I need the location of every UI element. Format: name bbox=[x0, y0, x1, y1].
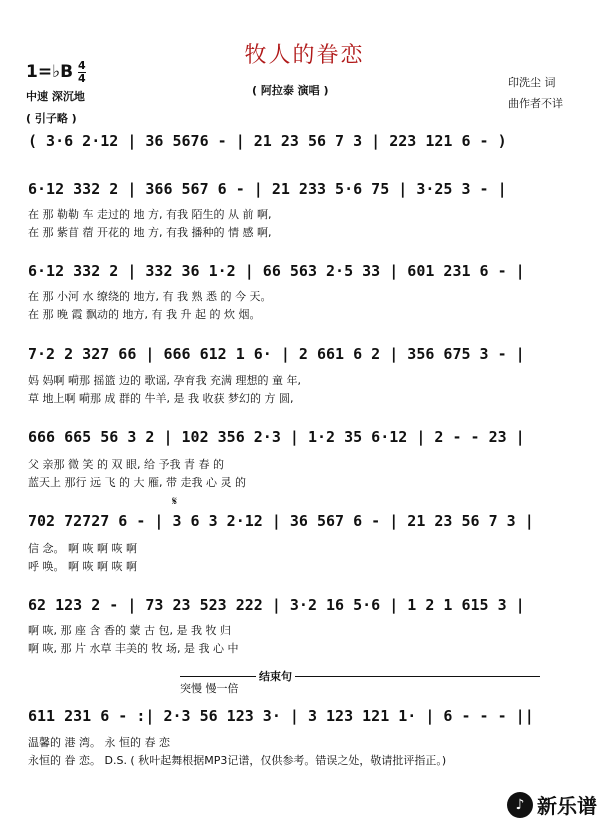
score-row-3: 6·12 332 2 | 332 36 1·2 | 66 563 2·5 33 | 601 231 6 - | bbox=[28, 262, 525, 280]
lyric-row-5a: 父 亲那 微 笑 的 双 眼, 给 予我 青 春 的 bbox=[28, 458, 224, 471]
lyric-row-2a: 在 那 勒勒 车 走过的 地 方, 有我 陌生的 从 前 啊, bbox=[28, 208, 272, 221]
lyric-row-7b: 啊 咴, 那 片 水草 丰美的 牧 场, 是 我 心 中 bbox=[28, 642, 239, 655]
lyric-row-7a: 啊 咴, 那 座 含 香的 蒙 古 包, 是 我 牧 归 bbox=[28, 624, 231, 637]
lyric-row-6b: 呼 唤。 啊 咴 啊 咴 啊 bbox=[28, 560, 137, 573]
composer-credit: 曲作者不详 bbox=[508, 97, 563, 110]
lyric-row-3a: 在 那 小河 水 缭绕的 地方, 有 我 熟 悉 的 今 天。 bbox=[28, 290, 272, 303]
ending-bracket-line bbox=[180, 676, 540, 677]
tempo-change: 突慢 慢一倍 bbox=[180, 682, 239, 695]
score-row-5: 666 665 56 3 2 | 102 356 2·3 | 1·2 35 6·12 | 2 - - 23 | bbox=[28, 428, 525, 446]
lyric-row-2b: 在 那 紫苜 蓿 开花的 地 方, 有我 播种的 情 感 啊, bbox=[28, 226, 272, 239]
time-signature bbox=[78, 60, 86, 85]
score-row-7: 62 123 2 - | 73 23 523 222 | 3·2 16 5·6 | 1 2 1 615 3 | bbox=[28, 596, 525, 614]
score-row-6: 702 72727 6 - | 3 6 3 2·12 | 36 567 6 - | 21 23 56 7 3 | bbox=[28, 512, 534, 530]
lyric-row-8a: 温馨的 港 湾。 永 恒的 春 恋 bbox=[28, 736, 170, 749]
segno-icon: 𝄋 bbox=[172, 494, 178, 508]
key-signature: 1=♭B bbox=[26, 62, 74, 82]
lyricist-credit: 印洗尘 词 bbox=[508, 76, 556, 89]
lyric-row-4a: 妈 妈啊 嗬那 摇篮 边的 歌谣, 孕育我 充满 理想的 童 年, bbox=[28, 374, 301, 387]
ending-label: 结束句 bbox=[256, 668, 295, 684]
tempo-mark: 中速 深沉地 bbox=[26, 90, 85, 103]
lyric-row-6a: 信 念。 啊 咴 啊 咴 啊 bbox=[28, 542, 137, 555]
site-logo bbox=[507, 790, 597, 819]
lyric-row-5b: 蓝天上 那行 远 飞 的 大 雁, 带 走我 心 灵 的 bbox=[28, 476, 246, 489]
singer-credit: ( 阿拉泰 演唱 ) bbox=[252, 84, 329, 97]
music-note-icon: ♪ bbox=[507, 792, 533, 818]
score-row-1: ( 3·6 2·12 | 36 5676 - | 21 23 56 7 3 | 223 121 6 - ) bbox=[28, 132, 507, 150]
page-title: 牧人的眷恋 bbox=[244, 43, 365, 68]
lyric-row-4b: 草 地上啊 嗬那 成 群的 牛羊, 是 我 收获 梦幻的 方 圆, bbox=[28, 392, 294, 405]
score-row-4: 7·2 2 327 66 | 666 612 1 6· | 2 661 6 2 | 356 675 3 - | bbox=[28, 345, 525, 363]
score-row-2: 6·12 332 2 | 366 567 6 - | 21 233 5·6 75 | 3·25 3 - | bbox=[28, 180, 507, 198]
score-row-8: 611 231 6 - :| 2·3 56 123 3· | 3 123 121 1· | 6 - - - || bbox=[28, 707, 534, 725]
logo-text: 新乐谱 bbox=[537, 794, 597, 818]
time-bottom: 4 bbox=[78, 72, 86, 85]
lyric-row-8b: 永恒的 眷 恋。 D.S. ( 秋叶起舞根据MP3记谱，仅供参考。错误之处，敬请批评指正。) bbox=[28, 754, 447, 767]
time-top: 4 bbox=[78, 59, 86, 72]
lyric-row-3b: 在 那 晚 霞 飘动的 地方, 有 我 升 起 的 炊 烟。 bbox=[28, 308, 261, 321]
intro-note: ( 引子略 ) bbox=[26, 112, 77, 125]
